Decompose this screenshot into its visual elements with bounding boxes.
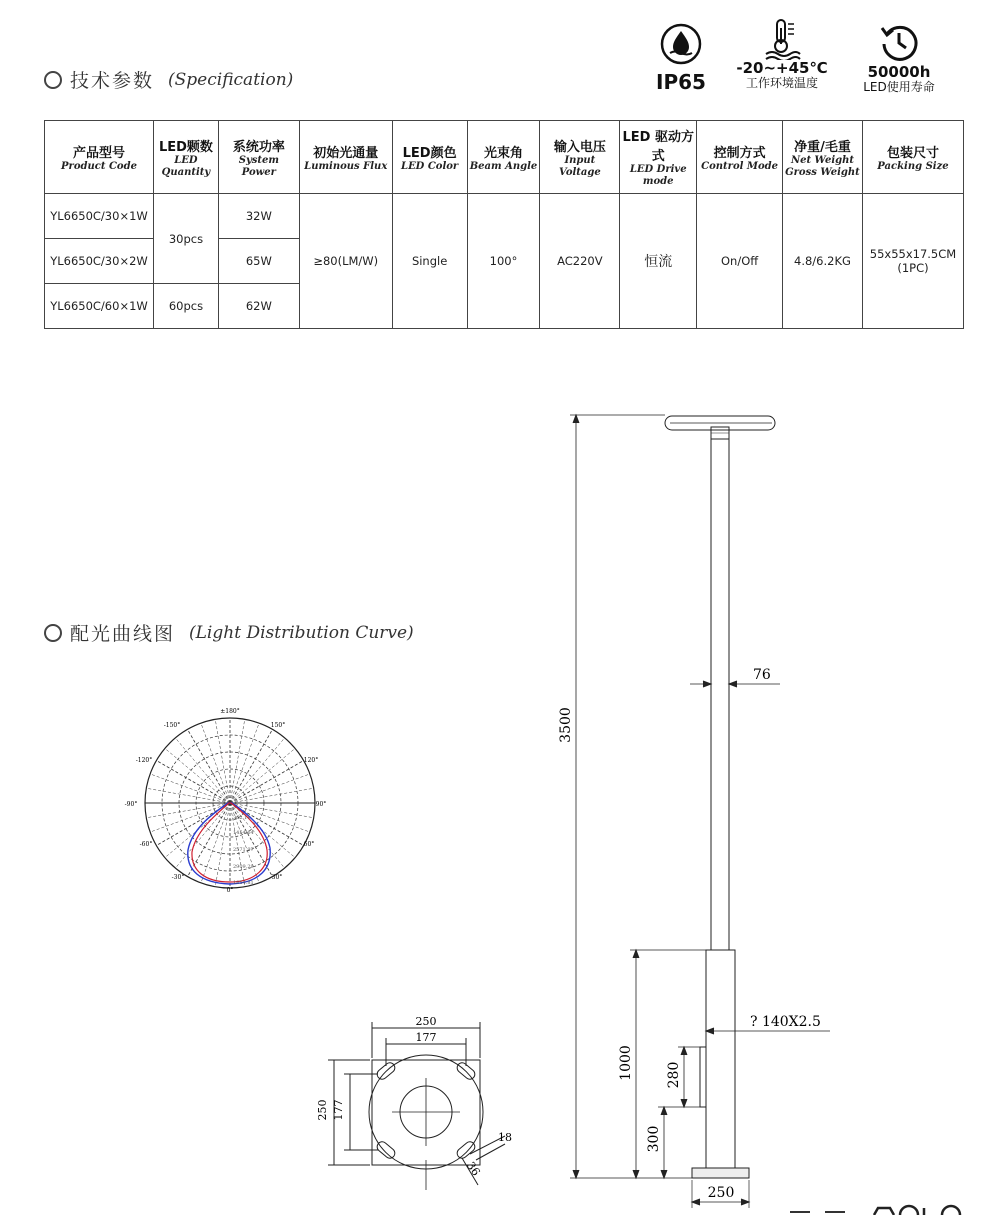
ring-label: 362.11 [233,815,251,821]
ip65-badge [650,22,712,94]
weight-cell: 4.8/6.2KG [783,194,863,329]
lifetime-badge [852,22,946,94]
polar-label: 150° [270,722,286,729]
curve-section-title [44,619,414,646]
polar-spoke [215,719,230,803]
header-cell: 初始光通量 Luminous Flux [299,121,392,194]
header-cell: 净重/毛重 Net Weight Gross Weight [783,121,863,194]
polar-spoke [230,748,295,803]
dim-base-plate: 250 [707,1185,735,1201]
polar-label-top: ±180° [220,708,240,715]
clock-history-icon [879,22,919,62]
dim-slot-width: 18 [498,1131,512,1144]
beam-cell: 100° [467,194,540,329]
header-cell: LED 驱动方式 LED Drive mode [620,121,697,194]
ring-label: 1454.64 [233,830,254,836]
led-qty-cell: 60pcs [153,284,218,329]
curve-title-en: (Light Distribution Curve) [189,622,414,643]
hollow-circle-icon [44,71,62,89]
polar-label: -90° [124,801,138,808]
pole-drawing [540,405,840,1215]
dim-pole-top-width: 76 [753,667,771,683]
dim-plate-inner: 177 [415,1031,437,1044]
polar-spoke [165,748,230,803]
water-drop-icon [659,22,703,66]
polar-spoke [230,723,259,803]
polar-label: 60° [303,841,315,848]
color-cell: Single [392,194,467,329]
badge-sub: 工作环境温度 [745,76,818,90]
polar-spoke [230,719,245,803]
voltage-cell: AC220V [540,194,620,329]
header-cell: LED颜色 LED Color [392,121,467,194]
hollow-circle-icon [44,624,62,642]
header-cell: 系统功率 System Power [218,121,299,194]
polar-spoke [150,803,230,832]
polar-label-bottom: 0° [226,887,234,894]
control-cell: On/Off [697,194,783,329]
base-plate-drawing [310,1010,520,1215]
polar-spoke [175,738,230,803]
header-cell: 包装尺寸 Packing Size [862,121,963,194]
ring-label: 1854.81 [233,880,254,886]
packing-cell: 55x55x17.5CM (1PC) [862,194,963,329]
dim-slot-length: 36 [463,1159,483,1179]
header-cell: LED颗数 LED Quantity [153,121,218,194]
spec-title-cn: 技术参数 [70,70,155,92]
product-code-cell: YL6650C/60×1W [45,284,154,329]
power-cell: 65W [218,239,299,284]
polar-spoke [146,788,230,803]
dim-plate-outer-v: 250 [316,1099,329,1121]
distribution-curve-red [192,803,267,882]
drive-cell: 恒流 [620,194,697,329]
dim-tube: ? 140X2.5 [750,1014,821,1030]
header-cell: 产品型号 Product Code [45,121,154,194]
thermometer-icon [762,18,802,60]
badge-main: -20~+45℃ [736,59,828,77]
distribution-curve-blue [188,803,270,884]
spec-title-en: (Specification) [168,69,294,90]
dim-door-offset: 300 [646,1125,662,1153]
polar-spoke [175,803,230,868]
flux-cell: ≥80(LM/W) [299,194,392,329]
dim-plate-outer: 250 [415,1015,437,1028]
dim-door-height: 280 [666,1061,682,1089]
brand-logo-partial [770,1200,970,1215]
badge-sub: LED使用寿命 [863,80,935,94]
curve-title-cn: 配光曲线图 [70,623,176,645]
polar-spoke [230,788,314,803]
polar-label: 120° [303,757,319,764]
polar-label: -60° [139,841,153,848]
light-distribution-polar [120,700,340,900]
led-qty-cell: 30pcs [153,194,218,284]
ring-label: 2571.97 [233,847,254,853]
polar-label: -150° [163,722,181,729]
spec-section-title [44,66,293,93]
dim-base-height: 1000 [618,1045,634,1081]
table-header-row [45,121,964,194]
polar-label: 90° [315,801,327,808]
polar-label: -120° [135,757,153,764]
ring-label: 2909.29 [233,864,254,870]
header-cell: 控制方式 Control Mode [697,121,783,194]
header-cell: 光束角 Beam Angle [467,121,540,194]
temperature-badge [732,18,832,90]
power-cell: 32W [218,194,299,239]
polar-spoke [230,738,285,803]
badge-main: 50000h [867,63,931,81]
badge-main: IP65 [656,70,706,94]
power-cell: 62W [218,284,299,329]
product-code-cell: YL6650C/30×2W [45,239,154,284]
polar-spoke [215,803,230,887]
polar-label: -30° [171,874,185,881]
dim-plate-inner-v: 177 [332,1099,345,1121]
header-cell: 输入电压 Input Voltage [540,121,620,194]
product-code-cell: YL6650C/30×1W [45,194,154,239]
dim-height-total: 3500 [558,707,574,743]
table-row [45,194,964,239]
polar-label: 30° [271,874,283,881]
spec-table [44,120,964,329]
